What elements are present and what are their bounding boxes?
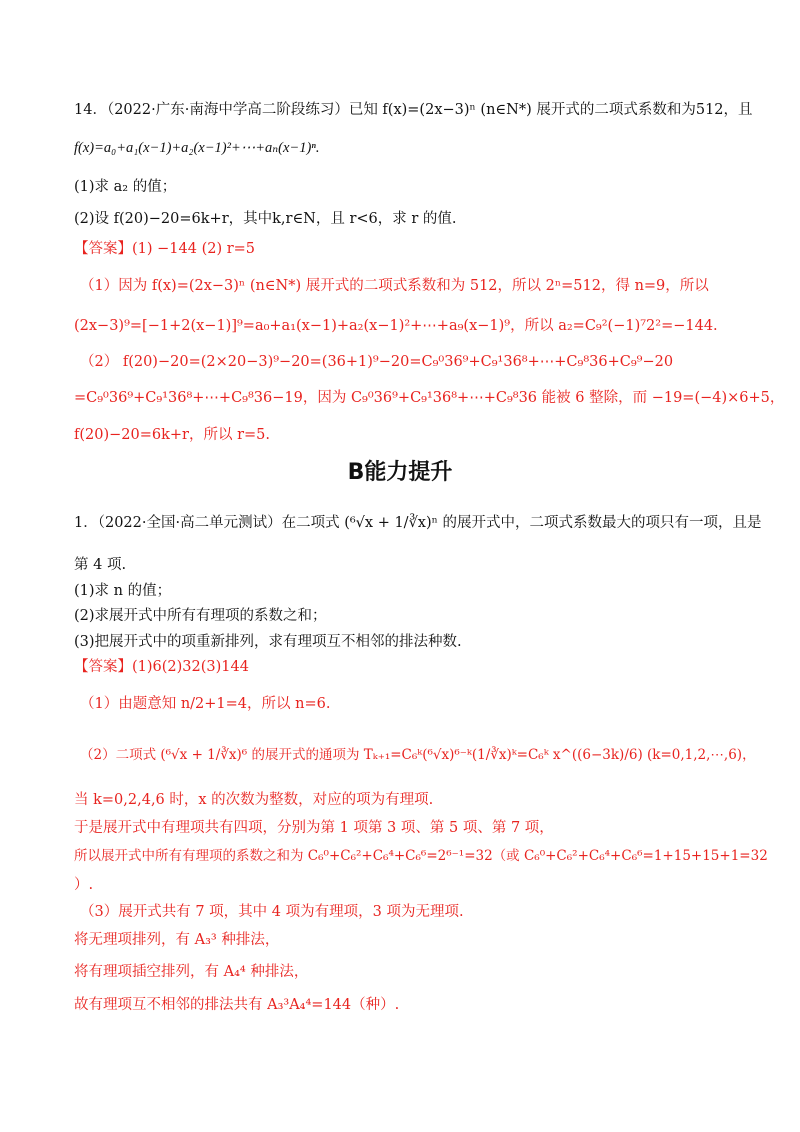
q1-part3: (3)把展开式中的项重新排列，求有理项互不相邻的排法种数.: [74, 634, 462, 650]
q1-part2: (2)求展开式中所有有理项的系数之和；: [74, 608, 327, 624]
q14-part1: (1)求 a₂ 的值；: [74, 179, 177, 195]
q1-solution5: 所以展开式中所有有理项的系数之和为 C₆⁰+C₆²+C₆⁴+C₆⁶=2⁶⁻¹=32（或 C₆⁰+C₆²+C₆⁴+C₆⁶=1+15+15+1=32: [74, 848, 768, 864]
q14-stem-line2: f(x)=a₀+a₁(x−1)+a₂(x−1)²+⋯+aₙ(x−1)ⁿ.: [74, 140, 320, 156]
q14-solution1-line2: (2x−3)⁹=[−1+2(x−1)]⁹=a₀+a₁(x−1)+a₂(x−1)²+⋯+a₉(x−1)⁹，所以 a₂=C₉²(−1)⁷2²=−144.: [74, 318, 718, 334]
q14-part2: (2)设 f(20)−20=6k+r，其中k,r∈N，且 r<6，求 r 的值.: [74, 211, 457, 227]
q1-solution2: （2）二项式 (⁶√x + 1/∛x)⁶ 的展开式的通项为 Tₖ₊₁=C₆ᵏ(⁶√x)⁶⁻ᵏ(1/∛x)ᵏ=C₆ᵏ x^((6−3k)/6) (k=0,1,2,⋯,6)，: [80, 747, 756, 763]
q1-stem-line1: 1．（2022·全国·高二单元测试）在二项式 (⁶√x + 1/∛x)ⁿ 的展开式中，二项式系数最大的项只有一项，且是: [74, 515, 762, 531]
q1-solution3: 当 k=0,2,4,6 时，x 的次数为整数，对应的项为有理项.: [74, 792, 434, 808]
q14-solution1-line1: （1）因为 f(x)=(2x−3)ⁿ (n∈N*) 展开式的二项式系数和为 512，所以 2ⁿ=512，得 n=9，所以: [80, 278, 709, 294]
q1-solution1: （1）由题意知 n/2+1=4，所以 n=6.: [80, 696, 331, 712]
q1-solution4: 于是展开式中有理项共有四项，分别为第 1 项第 3 项、第 5 项、第 7 项，: [74, 820, 554, 836]
section-title: B能力提升: [347, 460, 453, 485]
q14-answer: 【答案】(1) −144 (2) r=5: [74, 241, 256, 257]
q1-solution6: ）.: [74, 877, 94, 893]
q1-solution7: （3）展开式共有 7 项，其中 4 项为有理项，3 项为无理项.: [80, 904, 464, 920]
q1-solution9: 将有理项插空排列，有 A₄⁴ 种排法，: [74, 964, 309, 980]
q14-solution2-line1: （2） f(20)−20=(2×20−3)⁹−20=(36+1)⁹−20=C₉⁰36⁹+C₉¹36⁸+⋯+C₉⁸36+C₉⁹−20: [80, 354, 674, 370]
q1-solution10: 故有理项互不相邻的排法共有 A₃³A₄⁴=144（种）.: [74, 997, 400, 1013]
q1-stem-line2: 第 4 项.: [74, 557, 127, 573]
q14-stem-line1: 14．（2022·广东·南海中学高二阶段练习）已知 f(x)=(2x−3)ⁿ (n∈N*) 展开式的二项式系数和为512，且: [74, 102, 753, 118]
q1-solution8: 将无理项排列，有 A₃³ 种排法，: [74, 932, 280, 948]
q1-part1: (1)求 n 的值；: [74, 583, 172, 599]
q14-solution2-line3: f(20)−20=6k+r，所以 r=5.: [74, 427, 270, 443]
q1-answer: 【答案】(1)6(2)32(3)144: [74, 659, 249, 675]
q14-solution2-line2: =C₉⁰36⁹+C₉¹36⁸+⋯+C₉⁸36−19，因为 C₉⁰36⁹+C₉¹36⁸+⋯+C₉⁸36 能被 6 整除，而 −19=(−4)×6+5，: [74, 390, 785, 406]
